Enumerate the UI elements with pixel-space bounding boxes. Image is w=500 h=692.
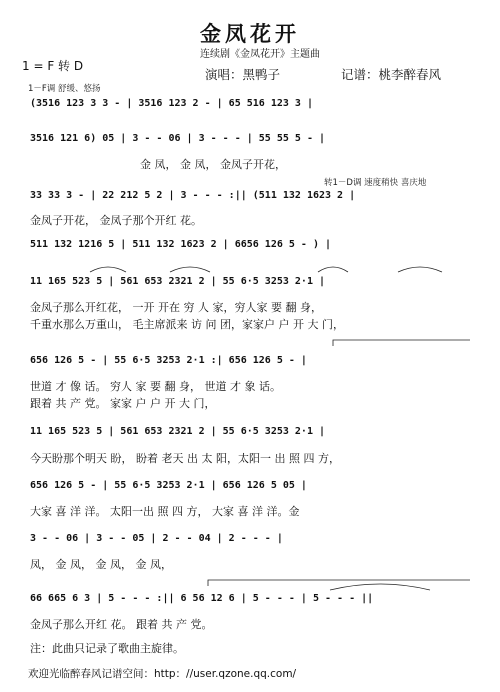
- lyric-line-8: 大家 喜 洋 洋。 太阳一出 照 四 方， 大家 喜 洋 洋。金: [30, 505, 300, 518]
- singer-credit: 演唱：黑鸭子: [205, 67, 281, 82]
- lyric-line-7: 今天盼那个明天 盼， 盼着 老天 出 太 阳，太阳一 出 照 四 方，: [30, 452, 340, 465]
- slur-mark: [90, 267, 126, 272]
- tempo-comment-key-change: 转1－D调 速度稍快 喜庆地: [324, 178, 427, 188]
- song-title: 金凤花开: [200, 21, 300, 46]
- notation-line-3: 33 33 3 - | 22 212 5 2 | 3 - - - :|| (511 132 1623 2 |: [30, 190, 356, 201]
- notator-credit: 记谱：桃李醉春风: [341, 67, 442, 82]
- notation-line-5: 11 165 523 5 | 561 653 2321 2 | 55 6·5 3253 2·1 |: [30, 276, 326, 287]
- notation-line-9: 3 - - 06 | 3 - - 05 | 2 - - 04 | 2 - - - |: [30, 533, 283, 544]
- notation-line-8: 656 126 5 - | 55 6·5 3253 2·1 | 656 126 5 05 |: [30, 480, 307, 491]
- notation-line-2: 3516 121 6) 05 | 3 - - 06 | 3 - - - | 55 55 5 - |: [30, 133, 326, 144]
- slur-mark: [318, 267, 348, 272]
- slur-mark: [330, 584, 430, 590]
- footer-link-text: 欢迎光临醉春风记谱空间：http：//user.qzone.qq.com/: [28, 668, 297, 680]
- lyric-line-6b: 跟着 共 产 党。 家家 户 户 开 大 门，: [30, 397, 216, 410]
- lyric-line-5b: 千重水那么万重山， 毛主席派来 访 问 团，家家户 户 开 大 门，: [30, 318, 344, 331]
- lyric-line-3: 金凤子开花， 金凤子那个开红 花。: [30, 214, 202, 227]
- footnote: 注：此曲只记录了歌曲主旋律。: [30, 642, 184, 655]
- slur-mark: [170, 267, 210, 272]
- volta-bracket-2: [208, 580, 470, 586]
- notation-line-10: 66 665 6 3 | 5 - - - :|| 6 56 12 6 | 5 - - - | 5 - - - ||: [30, 593, 374, 604]
- slur-mark: [398, 267, 442, 272]
- notation-line-4: 511 132 1216 5 | 511 132 1623 2 | 6656 126 5 - ) |: [30, 239, 332, 250]
- lyric-line-2: 金 凤， 金 凤， 金凤子开花，: [140, 158, 286, 171]
- notation-line-6: 656 126 5 - | 55 6·5 3253 2·1 :| 656 126 5 - |: [30, 355, 307, 366]
- notation-line-1: (3516 123 3 3 - | 3516 123 2 - | 65 516 123 3 |: [30, 98, 313, 109]
- notation-line-7: 11 165 523 5 | 561 653 2321 2 | 55 6·5 3253 2·1 |: [30, 426, 326, 437]
- tempo-comment-intro: 1－F调 舒缓、悠扬: [28, 84, 101, 94]
- volta-bracket-1: [333, 340, 470, 346]
- lyric-line-10: 金凤子那么开红 花。 跟着 共 产 党。: [30, 618, 213, 631]
- song-subtitle: 连续剧《金凤花开》主题曲: [200, 49, 320, 60]
- key-signature: 1 = F 转 D: [22, 59, 84, 73]
- lyric-line-6a: 世道 才 像 话。 穷人 家 要 翻 身， 世道 才 象 话。: [30, 380, 281, 393]
- lyric-line-5a: 金凤子那么开红花， 一开 开在 穷 人 家，穷人家 要 翻 身，: [30, 301, 322, 314]
- lyric-line-9: 凤， 金 凤， 金 凤， 金 凤，: [30, 558, 172, 571]
